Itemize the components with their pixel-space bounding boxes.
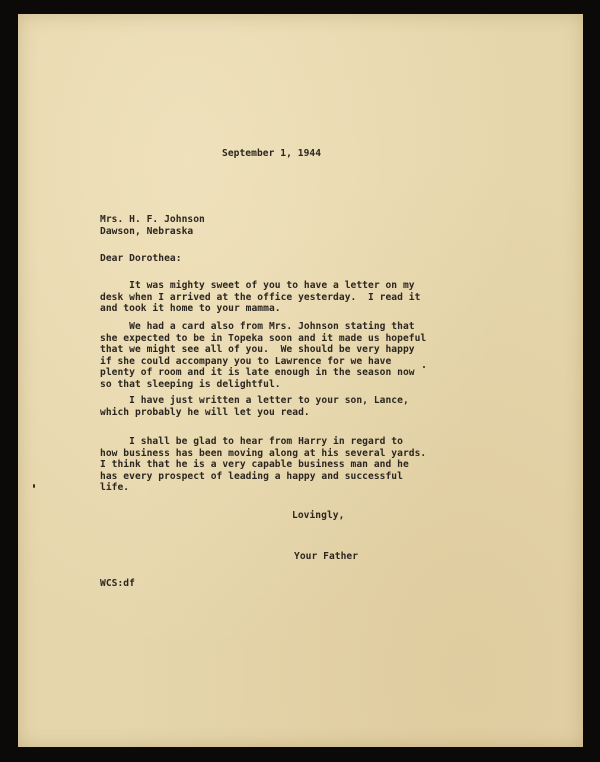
closing: Lovingly, [292,510,345,521]
signature-line: Your Father [294,551,359,562]
typist-initials: WCS:df [100,578,135,589]
letter-date: September 1, 1944 [222,148,322,159]
salutation: Dear Dorothea: [100,253,182,264]
ink-speck [33,484,35,488]
ink-speck [423,366,425,368]
recipient-name: Mrs. H. F. Johnson [100,214,205,225]
body-paragraph-2: We had a card also from Mrs. Johnson stating that she expected to be in Topeka soon and it made us hopeful that we might see all of you. We should be very happy if she could accompany you to Lawrence for we have plenty of room and it is late enough in the season now so that sleeping is delightful. [100,321,427,390]
body-paragraph-3: I have just written a letter to your son, Lance, which probably he will let you read. [100,395,409,418]
recipient-location: Dawson, Nebraska [100,226,194,237]
body-paragraph-1: It was mighty sweet of you to have a letter on my desk when I arrived at the office yesterday. I read it and took it home to your mamma. [100,280,421,314]
body-paragraph-4: I shall be glad to hear from Harry in regard to how business has been moving along at his several yards. I think that he is a very capable business man and he has every prospect of leading a happy and successful life. [100,436,427,493]
